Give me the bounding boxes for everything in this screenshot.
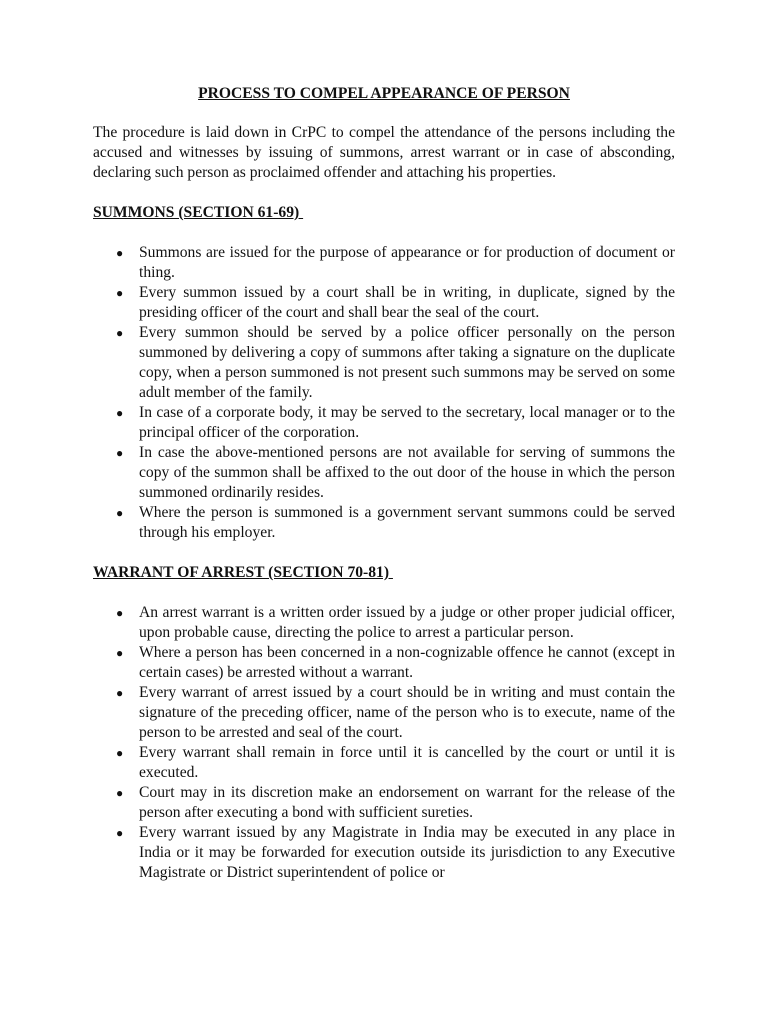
- list-item-text: Summons are issued for the purpose of appearance or for production of document or thing.: [139, 244, 675, 281]
- bullet-icon: ●: [116, 786, 124, 800]
- list-item-text: An arrest warrant is a written order issued by a judge or other proper judicial officer, upon probable cause, directing the police to arrest a particular person.: [139, 604, 675, 641]
- bullet-icon: ●: [116, 326, 124, 340]
- bullet-icon: ●: [116, 826, 124, 840]
- bullet-icon: ●: [116, 286, 124, 300]
- bullet-icon: ●: [116, 506, 124, 520]
- document-title: PROCESS TO COMPEL APPEARANCE OF PERSON: [198, 85, 570, 102]
- list-item: [93, 603, 675, 643]
- bullet-icon: ●: [116, 646, 124, 660]
- list-item-text: Every summon should be served by a police officer personally on the person summoned by delivering a copy of summons after taking a signature on the duplicate copy, when a person summoned is not present such summons may be served on some adult member of the family.: [139, 324, 675, 401]
- list-item-text: Where a person has been concerned in a non-cognizable offence he cannot (except in certain cases) be arrested without a warrant.: [139, 644, 675, 681]
- summons-heading: SUMMONS (SECTION 61-69): [93, 204, 304, 221]
- list-item: [93, 403, 675, 443]
- list-item: [93, 683, 675, 743]
- bullet-icon: ●: [116, 406, 124, 420]
- list-item-text: Every warrant shall remain in force until it is cancelled by the court or until it is executed.: [139, 744, 675, 781]
- list-item-text: In case the above-mentioned persons are not available for serving of summons the copy of the summon shall be affixed to the out door of the house in which the person summoned ordinarily resides.: [139, 444, 675, 501]
- bullet-icon: ●: [116, 446, 124, 460]
- list-item: [93, 243, 675, 283]
- intro-paragraph: The procedure is laid down in CrPC to compel the attendance of the persons including the accused and witnesses by issuing of summons, arrest warrant or in case of absconding, declaring such person as proclaimed offender and attaching his properties.: [93, 124, 675, 181]
- list-item-text: In case of a corporate body, it may be served to the secretary, local manager or to the principal officer of the corporation.: [139, 404, 675, 441]
- list-item-text: Every summon issued by a court shall be in writing, in duplicate, signed by the presiding officer of the court and shall bear the seal of the court.: [139, 284, 675, 321]
- list-item: [93, 643, 675, 683]
- list-item-text: Where the person is summoned is a government servant summons could be served through his employer.: [139, 504, 675, 541]
- list-item: [93, 283, 675, 323]
- list-item-text: Every warrant issued by any Magistrate in India may be executed in any place in India or it may be forwarded for execution outside its jurisdiction to any Executive Magistrate or District superintendent of police or: [139, 824, 675, 881]
- warrant-list: [93, 603, 675, 883]
- warrant-heading: WARRANT OF ARREST (SECTION 70-81): [93, 564, 393, 581]
- bullet-icon: ●: [116, 686, 124, 700]
- list-item: [93, 503, 675, 543]
- list-item: [93, 743, 675, 783]
- document-page: [93, 84, 675, 903]
- list-item: [93, 783, 675, 823]
- bullet-icon: ●: [116, 746, 124, 760]
- list-item: [93, 823, 675, 883]
- list-item: [93, 323, 675, 403]
- list-item-text: Every warrant of arrest issued by a court should be in writing and must contain the signature of the preceding officer, name of the person who is to execute, name of the person to be arrested and seal of the court.: [139, 684, 675, 741]
- list-item: [93, 443, 675, 503]
- bullet-icon: ●: [116, 246, 124, 260]
- list-item-text: Court may in its discretion make an endorsement on warrant for the release of the person after executing a bond with sufficient sureties.: [139, 784, 675, 821]
- summons-list: [93, 243, 675, 543]
- bullet-icon: ●: [116, 606, 124, 620]
